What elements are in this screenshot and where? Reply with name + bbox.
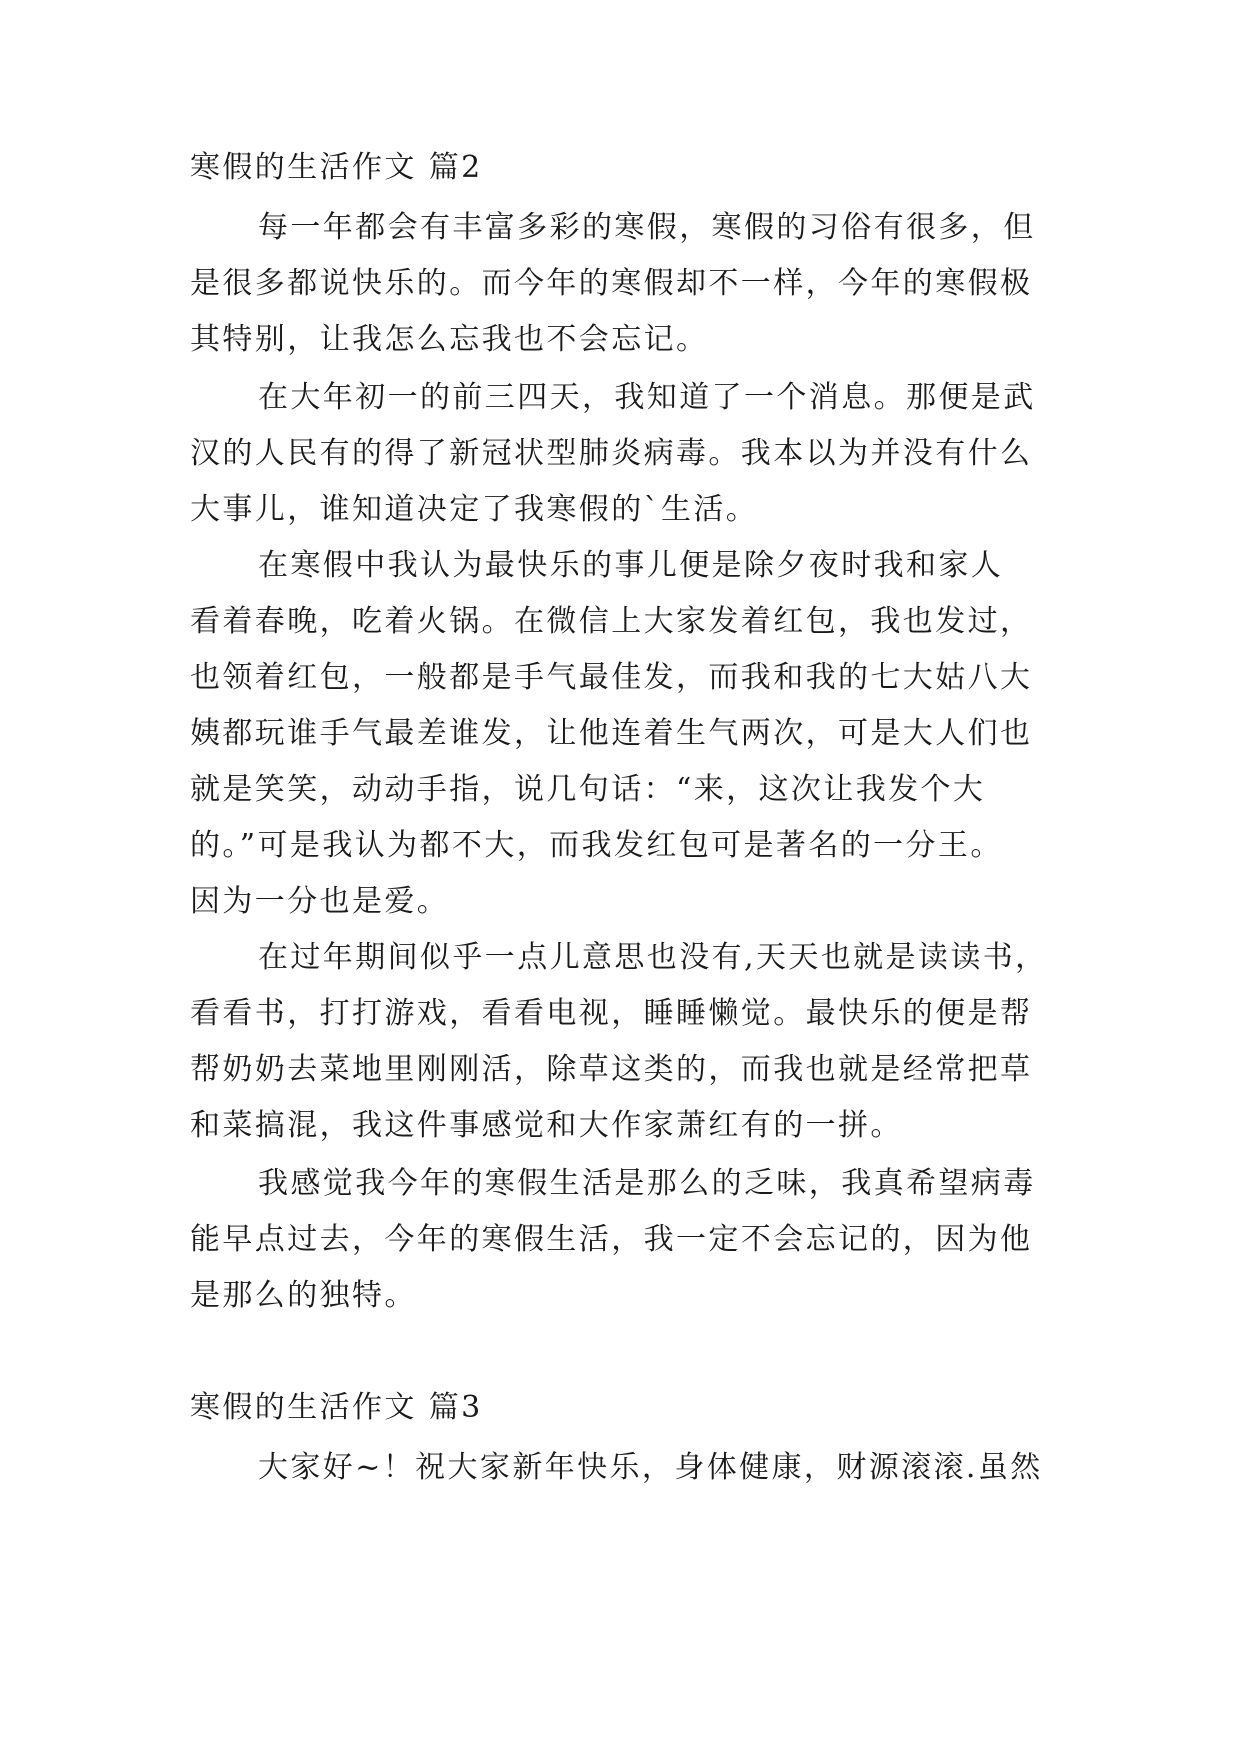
paragraph-line: 是很多都说快乐的。而今年的寒假却不一样，今年的寒假极 xyxy=(190,266,1033,301)
paragraph-line: 我感觉我今年的寒假生活是那么的乏味，我真希望病毒 xyxy=(258,1166,1036,1201)
paragraph-line: 看看书，打打游戏，看看电视，睡睡懒觉。最快乐的便是帮 xyxy=(190,996,1033,1031)
paragraph-line: 在寒假中我认为最快乐的事儿便是除夕夜时我和家人 xyxy=(258,548,1004,583)
section-heading: 寒假的生活作文 篇2 xyxy=(190,150,483,185)
paragraph-line: 汉的人民有的得了新冠状型肺炎病毒。我本以为并没有什么 xyxy=(190,436,1033,471)
paragraph-line: 看着春晚，吃着火锅。在微信上大家发着红包，我也发过， xyxy=(190,604,1033,639)
paragraph-line: 的。”可是我认为都不大，而我发红包可是著名的一分王。 xyxy=(190,828,1003,863)
paragraph-line: 姨都玩谁手气最差谁发，让他连着生气两次，可是大人们也 xyxy=(190,716,1033,751)
paragraph-line: 和菜搞混，我这件事感觉和大作家萧红有的一拼。 xyxy=(190,1108,903,1143)
paragraph-line: 能早点过去，今年的寒假生活，我一定不会忘记的，因为他 xyxy=(190,1222,1033,1257)
paragraph-line: 其特别，让我怎么忘我也不会忘记。 xyxy=(190,322,709,357)
paragraph-line: 帮奶奶去菜地里刚刚活，除草这类的，而我也就是经常把草 xyxy=(190,1052,1033,1087)
paragraph-line: 在大年初一的前三四天，我知道了一个消息。那便是武 xyxy=(258,380,1036,415)
paragraph-line: 也领着红包，一般都是手气最佳发，而我和我的七大姑八大 xyxy=(190,660,1033,695)
section-heading: 寒假的生活作文 篇3 xyxy=(190,1390,483,1425)
paragraph-line: 大家好~！祝大家新年快乐，身体健康，财源滚滚.虽然 xyxy=(258,1450,1043,1485)
paragraph-line: 就是笑笑，动动手指，说几句话：“来，这次让我发个大 xyxy=(190,772,986,807)
paragraph-line: 是那么的独特。 xyxy=(190,1278,417,1313)
paragraph-line: 每一年都会有丰富多彩的寒假，寒假的习俗有很多，但 xyxy=(258,210,1036,245)
paragraph-line: 因为一分也是爱。 xyxy=(190,884,450,919)
paragraph-line: 大事儿，谁知道决定了我寒假的`生活。 xyxy=(190,492,759,527)
paragraph-line: 在过年期间似乎一点儿意思也没有,天天也就是读读书， xyxy=(258,940,1048,975)
